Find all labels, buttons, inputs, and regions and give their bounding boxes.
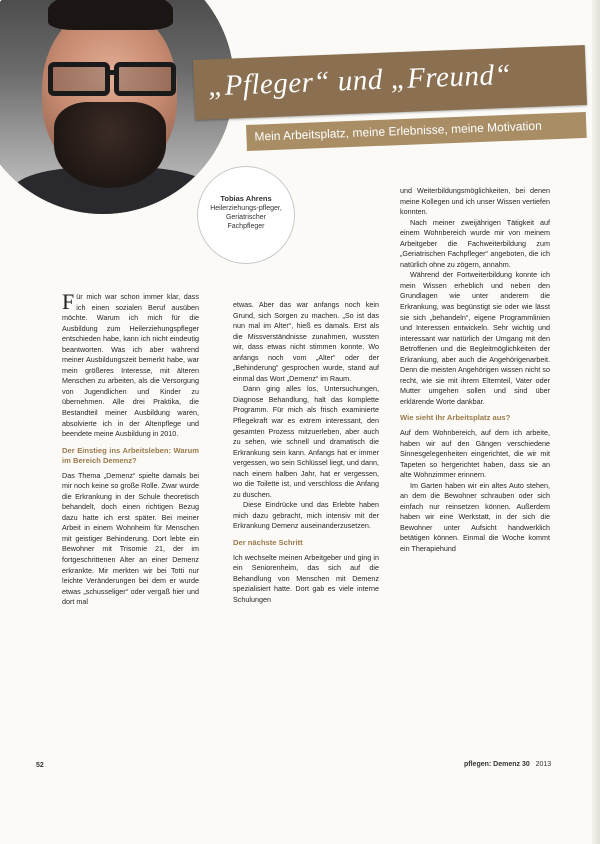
paragraph: Nach meiner zweijährigen Tätigkeit auf einem Wohnbereich wurde mir von meinem Arbeitgeber die Fachweiterbildung zum „Geriatrischen Fachpfleger“ angeboten, die ich natürlich ohne zu zögern, annahm.	[400, 217, 550, 269]
caption-role: Heilerziehungs-pfleger, Geriatrischer Fachpfleger	[210, 205, 282, 230]
scan-edge	[592, 0, 600, 844]
section-heading-naechster-schritt: Der nächste Schritt	[233, 538, 303, 548]
paragraph: Dann ging alles los, Untersuchungen, Diagnose Behandlung, halt das komplette Programm. Für mich als frisch examinierte Pflegekraft war es extrem interessant, den gesamten Prozess mitzuerleben, aber auch zu sehen, wie schnell und dramatisch die Erkrankung sein kann. Anfangs hat er immer vergessen, wo sein Schlüssel liegt, und dann, nach einem halben Jahr, hat er vergessen, wo die Toilette ist, und verschloss die Anfang zu duschen.	[233, 384, 379, 499]
paragraph: etwas. Aber das war anfangs noch kein Grund, sich Sorgen zu machen. „So ist das nun mal im Alter“, hieß es damals. Erst als die Missverständnisse zunahmen, wussten wir, dass etwas nicht stimmen konnte. Wo anfangs noch vom „Alter“ oder der „Behinderung“ gesprochen wurde, stand auf einmal das Wort „Demenz“ im Raum.	[233, 300, 379, 383]
caption-name: Tobias Ahrens	[220, 194, 272, 203]
paragraph: Während der Fortweiterbildung konnte ich mein Wissen erheblich und neben den Grundlagen wie unter anderem die Erkrankung, was begünstigt sie oder wie lässt sie sich „behandeln“, eigene Programmlinien und Interessen entwickeln. Sehr wichtig und interessant war natürlich der Umgang mit den Betroffenen und die Begleitmöglichkeiten der Erkrankung, aber auch die Angehörigenarbeit. Denn die meisten Angehörigen wissen nicht so recht, wie sie mit ihrem Elternteil, Vater oder Mutter umgehen sollen und sind über erklärende Worte dankbar.	[400, 270, 550, 406]
intro-paragraph: Für mich war schon immer klar, dass ich einen sozialen Beruf ausüben möchte. Warum ich mich für die Ausbildung zum Heilerziehungspfleger entschieden habe, kann ich nicht eindeutig beantworten. Was ich aber während meiner Ausbildungszeit bemerkt habe, war mein größeres Interesse, mit älteren Menschen zu arbeiten, als die Versorgung von Jugendlichen und Kinder zu übernehmen. Alle drei Praktika, die Bestandteil meiner Ausbildung waren, absolvierte ich in der Altenpflege und beendete meine Ausbildung in 2010.	[62, 289, 199, 439]
page-number: 52	[36, 762, 44, 769]
section-heading-arbeitsplatz: Wie sieht Ihr Arbeitsplatz aus?	[400, 413, 511, 423]
column-2	[233, 300, 379, 605]
magazine-name: pflegen: Demenz 30	[464, 761, 530, 768]
paragraph: Diese Eindrücke und das Erlebte haben mich dazu gebracht, mich intensiv mit der Erkrankung Demenz auseinanderzusetzen.	[233, 500, 379, 531]
paragraph: Das Thema „Demenz“ spielte damals bei mir noch keine so große Rolle. Zwar wurde die Erkrankung in der Schule theoretisch behandelt, doch einen richtigen Bezug dazu hatte ich erst später. Bei meiner Arbeit in einem Wohnheim für Menschen mit geistiger Behinderung. Dort lebte ein Bewohner mit Trisomie 21, der im fortgeschrittenen Alter an einer Demenz erkrankte. Mir merkten wir bei Totti nur leichte Veränderungen bei dem er wurde etwas „schusseliger“ oder vergaß hier und dort mal	[62, 470, 200, 607]
paragraph: Ich wechselte meinen Arbeitgeber und ging in ein Seniorenheim, das sich auf die Behandlung von Menschen mit Demenz spezialisiert hatte. Dort gab es viele interne Schulungen	[233, 552, 379, 604]
subtitle-banner	[246, 112, 587, 151]
page-title: „Pfleger“ und „Freund“	[207, 58, 512, 103]
paragraph: Auf dem Wohnbereich, auf dem ich arbeite, haben wir auf den Gängen verschiedene Sinnesgelegenheiten eingerichtet, die wir mit Tapeten so hergerichtet haben, dass sie an alte Wohnzimmer erinnern.	[400, 427, 550, 480]
column-1	[62, 289, 200, 608]
paragraph: Im Garten haben wir ein altes Auto stehen, an dem die Bewohner schrauben oder sich einfach nur reinsetzen können. Außerdem haben wir eine Werkstatt, in der sich die Bewohner unter Aufsicht handwerklich betätigen können. Einmal die Woche kommt ein Therapiehund	[400, 480, 550, 553]
footer-magazine	[464, 761, 551, 768]
paragraph: und Weiterbildungsmöglichkeiten, bei denen meine Kollegen und ich unser Wissen vertiefen konnten.	[400, 186, 550, 217]
page-subtitle: Mein Arbeitsplatz, meine Erlebnisse, meine Motivation	[254, 118, 542, 144]
drop-cap: F	[62, 289, 75, 314]
glasses-graphic	[48, 62, 176, 90]
section-heading-einstieg: Der Einstieg ins Arbeitsleben: Warum im Bereich Demenz?	[62, 445, 199, 466]
column-3	[400, 186, 550, 555]
magazine-year: 2013	[535, 761, 552, 768]
title-banner	[193, 45, 587, 120]
portrait-caption	[197, 166, 295, 264]
